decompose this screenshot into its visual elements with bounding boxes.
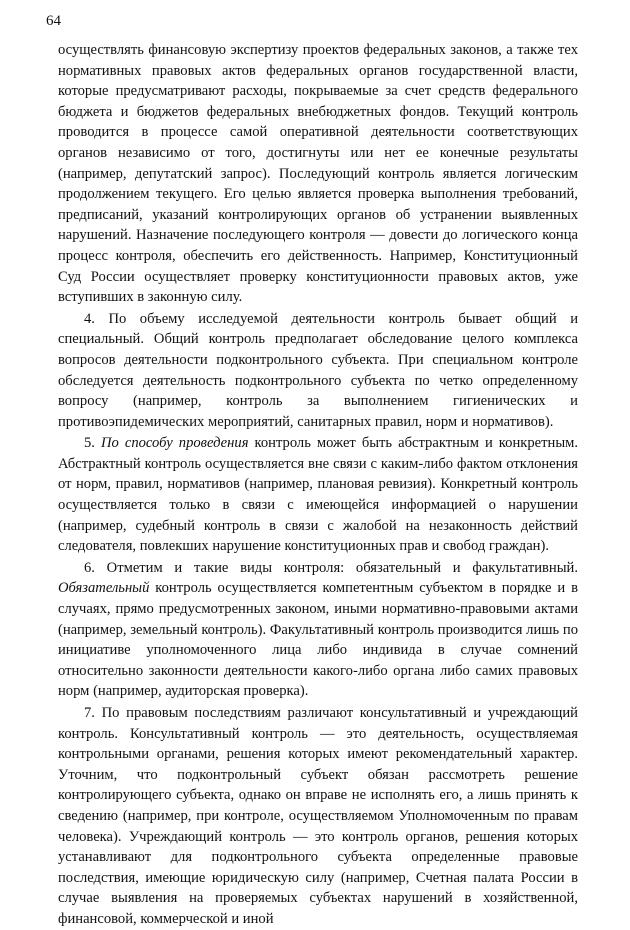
text-run: 7. По правовым последствиям различают консультативный и учреждающий контроль. Консультативный контроль — это деятельность, осуществляемая контрольными органами, решения которых имеют рекомендательный характер. Уточним, что подконтрольный субъект обязан рассмотреть решение контролирующего субъекта, однако он вправе не исполнять его, а лишь принять к сведению (например, при контроле, осуществляемом Уполномоченным по правам человека). Учреждающий контроль — это контроль органов, решения которых устанавливают для подконтрольного субъекта определенные правовые последствия, имеющие юридическую силу (например, Счетная палата России в случае выявления на проверяемых субъектах нарушений в хозяйственной, финансовой, коммерческой и иной [58,705,578,927]
text-run: контроль может быть абстрактным и конкретным. Абстрактный контроль осуществляется вне связи с каким-либо фактом отклонения от норм, правил, нормативов (например, плановая ревизия). Конкретный контроль осуществляется только в связи с имеющейся информацией о нарушении (например, судебный контроль в связи с жалобой на незаконность действий следователя, повлекших нарушение конституционных прав и свобод граждан). [58,435,579,555]
paragraph [58,309,578,433]
paragraph [58,40,578,308]
body-text [58,40,578,930]
paragraph [58,703,578,930]
text-run: 6. Отметим и такие виды контроля: обязательный и факультативный. [84,559,578,576]
italic-text-run: По способу проведения [100,435,249,452]
text-run: 5. [84,435,101,452]
page-number: 64 [46,13,61,29]
italic-text-run: Обязательный [58,580,150,597]
text-run: осуществлять финансовую экспертизу проектов федеральных законов, а также тех нормативных правовых актов федеральных органов государственной власти, которые предусматривают расходы, покрываемые за счет средств федерального бюджета и бюджетов федеральных внебюджетных фондов. Текущий контроль проводится в процессе самой оперативной деятельности соответствующих органов независимо от того, достигнуты или нет ее конечные результаты (например, депутатский запрос). Последующий контроль является логическим продолжением текущего. Его целью является проверка выполнения требований, предписаний, указаний контролирующих органов об устранении выявленных нарушений. Назначение последующего контроля — довести до логического конца процесс контроля, обеспечить его действенность. Например, Конституционный Суд России осуществляет проверку конституционности правовых актов, уже вступивших в законную силу. [58,42,578,306]
paragraph [58,433,578,557]
text-run: контроль осуществляется компетентным субъектом в порядке и в случаях, прямо предусмотренных законом, иными нормативно-правовыми актами (например, земельный контроль). Факультативный контроль производится лишь по инициативе уполномоченного лица либо индивида в случае сомнений относительно законности деятельности какого-либо органа либо самих правовых норм (например, аудиторская проверка). [58,580,578,700]
paragraph [58,558,578,702]
text-run: 4. По объему исследуемой деятельности контроль бывает общий и специальный. Общий контроль предполагает обследование целого комплекса вопросов деятельности подконтрольного субъекта. При специальном контроле обследуется деятельность подконтрольного субъекта по четко определенному вопросу (например, контроль за выполнением гигиенических и противоэпидемических мероприятий, санитарных правил, норм и нормативов). [58,310,578,430]
